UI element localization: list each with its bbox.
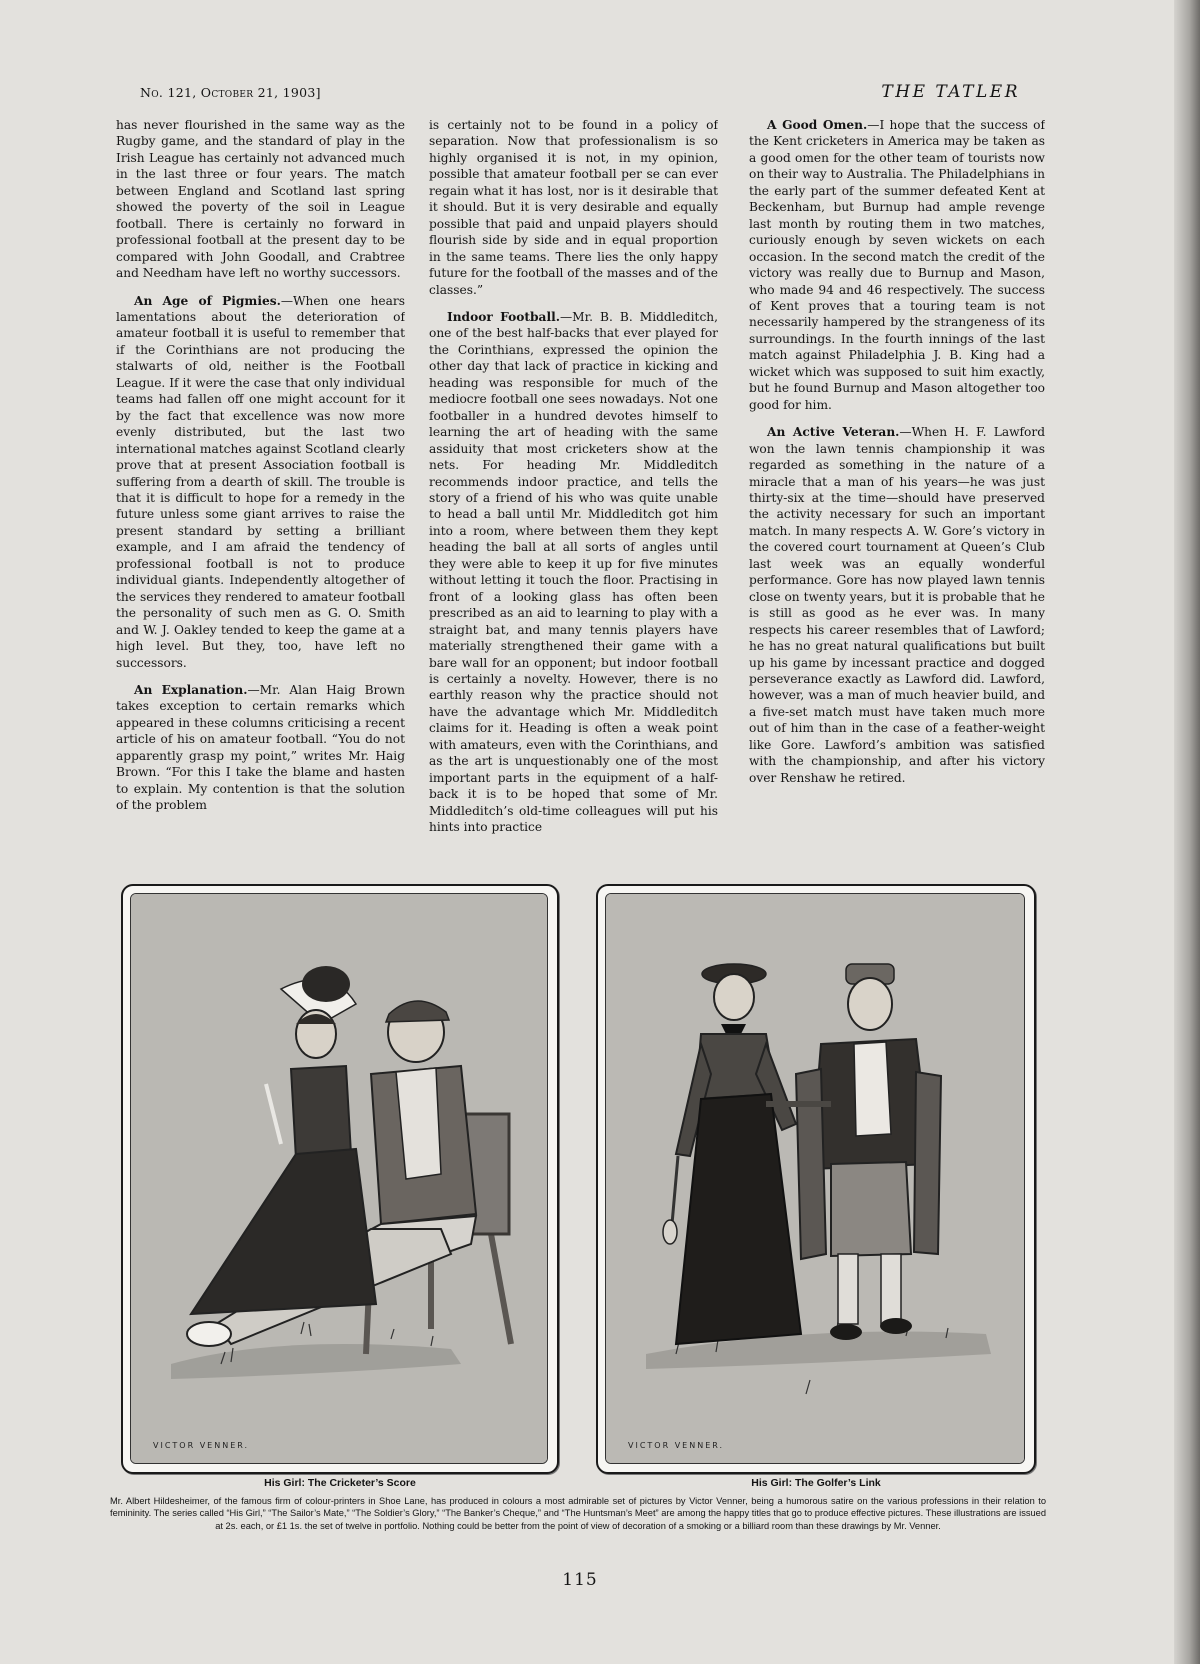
paragraph-heading: A Good Omen. <box>767 118 868 132</box>
page-spine-shadow <box>1174 0 1200 1664</box>
cricketer-illustration <box>130 893 548 1464</box>
running-head <box>140 82 1020 106</box>
caption-cricketer: His Girl: The Cricketer’s Score <box>264 1477 416 1489</box>
artist-signature: VICTOR VENNER. <box>628 1441 725 1450</box>
paragraph: A Good Omen.—I hope that the success of the Kent cricketers in America may be taken as a good omen for the other team of tourists now on their way to Australia. The Philadelphians in the early part of the summer defeated Kent at Beckenham, but Burnup had ample revenge last month by routing them in two matches, curiously enough by seven wickets on each occasion. In the second match the credit of the victory was really due to Burnup and Mason, who made 94 and 46 respectively. The success of Kent proves that a touring team is not necessarily hampered by the strangeness of its surroundings. In the fourth innings of the last match against Philadelphia J. B. King had a wicket which was supposed to suit him exactly, but he found Burnup and Mason altogether too good for him. <box>749 118 1045 412</box>
text-column-3 <box>749 117 1045 865</box>
illustration-frame-golfer <box>596 884 1036 1474</box>
cricketer-drawing <box>131 894 547 1463</box>
paragraph: An Active Veteran.—When H. F. Lawford won the lawn tennis championship it was regarded as something in the nature of a miracle that a man of his years—he was just thirty-six at the time—should have preserved the activity necessary for such an important match. In many respects A. W. Gore’s victory in the covered court tournament at Queen’s Club last week was an equally wonderful performance. Gore has now played lawn tennis close on twenty years, but it is probable that he is still as good as he ever was. In many respects his career resembles that of Lawford; he has no great natural qualifications but built up his game by incessant practice and dogged perseverance exactly as Lawford did. Lawford, however, was a man of much heavier build, and a five-set match must have taken much more out of him than in the case of a feather-weight like Gore. Lawford’s ambition was satisfied with the championship, and after his victory over Renshaw he retired. <box>749 425 1045 785</box>
paragraph: is certainly not to be found in a policy of separation. Now that professionalism is so highly organised it is not, in my opinion, possible that amateur football per se can ever regain what it has lost, nor is it desirable that it should. But it is very desirable and equally possible that paid and unpaid players should flourish side by side and in equal proportion in the same teams. There lies the only happy future for the football of the masses and of the classes.” <box>429 118 718 297</box>
magazine-title: THE TATLER <box>881 82 1020 102</box>
golfer-illustration <box>605 893 1025 1464</box>
paragraph-heading: Indoor Football. <box>447 309 560 324</box>
artist-signature: VICTOR VENNER. <box>153 1441 250 1450</box>
paragraph: has never flourished in the same way as the Rugby game, and the standard of play in the Irish League has certainly not advanced much in the last three or four years. The match between England and Scotland last spring showed the poverty of the soil in League football. There is certainly no forward in professional football at the present day to be compared with John Goodall, and Crabtree and Needham have left no worthy successors. <box>116 118 405 281</box>
text-column-2 <box>429 117 718 865</box>
page-number: 115 <box>562 1570 598 1590</box>
paragraph-heading: An Explanation. <box>134 682 248 697</box>
paragraph: An Explanation.—Mr. Alan Haig Brown takes exception to certain remarks which appeared in these columns criticising a recent article of his on amateur football. “You do not apparently grasp my point,” writes Mr. Haig Brown. “For this I take the blame and hasten to explain. My contention is that the solution of the problem <box>116 682 405 813</box>
caption-golfer: His Girl: The Golfer’s Link <box>751 1477 881 1489</box>
illustration-frame-cricketer <box>121 884 559 1474</box>
paragraph-heading: An Active Veteran. <box>767 425 900 440</box>
article-columns <box>116 117 1045 865</box>
paragraph: Indoor Football.—Mr. B. B. Middleditch, one of the best half-backs that ever played for the Corinthians, expressed the opinion the other day that lack of practice in kicking and heading was responsible for much of the mediocre football one sees nowadays. Not one footballer in a hundred devotes himself to learning the art of heading with the same assiduity that most cricketers show at the nets. For heading Mr. Middleditch recommends indoor practice, and tells the story of a friend of his who was quite unable to head a ball until Mr. Middleditch got him into a room, where between them they kept heading the ball at all sorts of angles until they were able to keep it up for five minutes without letting it touch the floor. Practising in front of a looking glass has often been prescribed as an aid to learning to play with a straight bat, and many tennis players have materially strengthened their game with a bare wall for an opponent; but indoor football is certainly a novelty. However, there is no earthly reason why the practice should not have the advantage which Mr. Middleditch claims for it. Heading is often a weak point with amateurs, even with the Corinthians, and as the art is unquestionably one of the most important parts in the equipment of a half-back it is to be hoped that some of Mr. Middleditch’s old-time colleagues will put his hints into practice <box>429 309 718 835</box>
paragraph-heading: An Age of Pigmies. <box>134 293 281 308</box>
illustration-credit: Mr. Albert Hildesheimer, of the famous firm of colour-printers in Shoe Lane, has produced in colours a most admirable set of pictures by Victor Venner, being a humorous satire on the various professions in their relation to femininity. The series called “His Girl,” “The Sailor’s Mate,” “The Soldier’s Glory,” “The Banker’s Cheque,” and “The Huntsman’s Meet” are among the happy titles that go to produce effective pictures. These illustrations are issued at 2s. each, or £1 1s. the set of twelve in portfolio. Nothing could be better from the point of view of decoration of a smoking or a billiard room than these drawings by Mr. Venner. <box>110 1496 1046 1531</box>
golfer-drawing <box>606 894 1024 1463</box>
text-column-1 <box>116 117 405 865</box>
paragraph: An Age of Pigmies.—When one hears lamentations about the deterioration of amateur football it is useful to remember that if the Corinthians are not producing the stalwarts of old, neither is the Football League. If it were the case that only individual teams had fallen off one might account for it by the fact that excellence was now more evenly distributed, but the last two international matches against Scotland clearly prove that at present Association football is suffering from a dearth of skill. The trouble is that it is difficult to hope for a remedy in the future unless some giant arrives to raise the present standard by setting a brilliant example, and I am afraid the tendency of professional football is not to produce individual giants. Independently altogether of the services they rendered to amateur football the personality of such men as G. O. Smith and W. J. Oakley tended to keep the game at a high level. But they, too, have left no successors. <box>116 293 405 670</box>
issue-line: No. 121, October 21, 1903] <box>140 85 321 100</box>
